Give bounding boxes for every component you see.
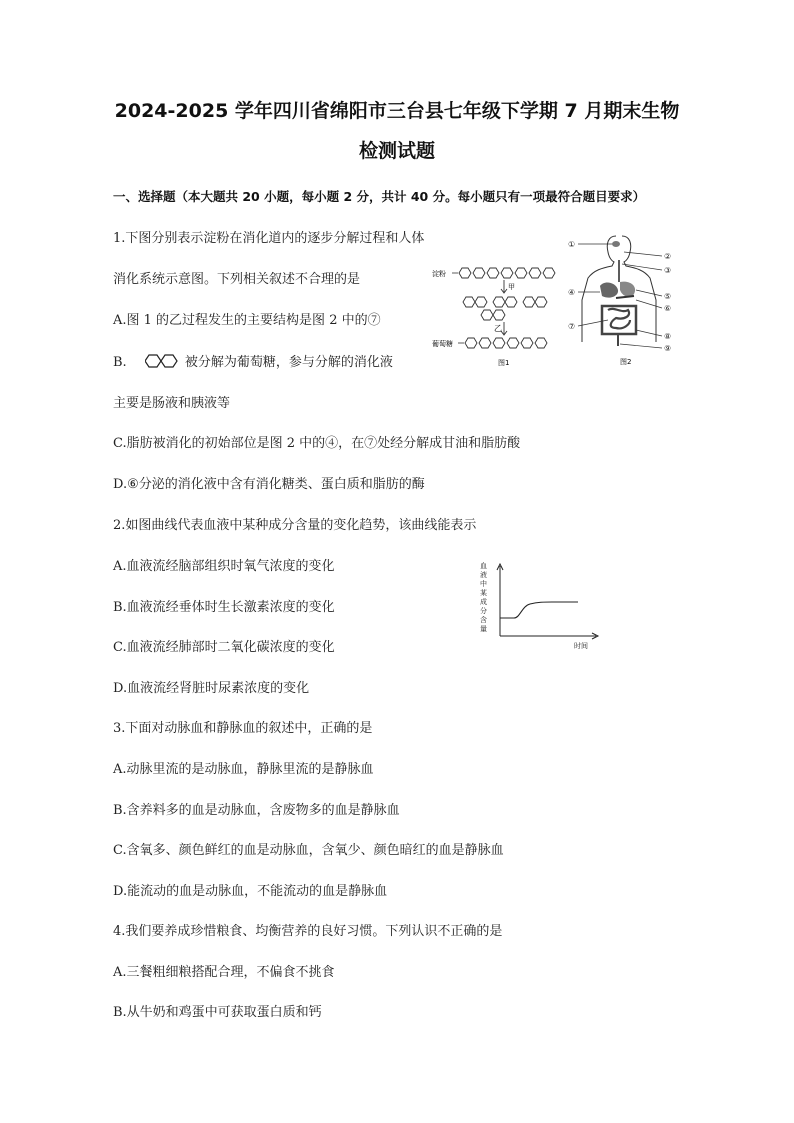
svg-text:含: 含 <box>480 616 487 624</box>
disaccharide-icon <box>145 354 183 368</box>
section-heading: 一、选择题（本大题共 20 小题，每小题 2 分，共计 40 分。每小题只有一项最符合题目要求） <box>113 189 646 204</box>
fig2-marker-2: ② <box>664 252 672 261</box>
q1-option-b-text: 被分解为葡萄糖，参与分解的消化液 <box>184 355 393 370</box>
fig2-caption: 图2 <box>620 358 632 366</box>
fig2-marker-8: ⑧ <box>664 332 672 341</box>
q3-option-a: A.动脉里流的是动脉血，静脉里流的是静脉血 <box>113 762 374 777</box>
small-intestine-organ <box>608 309 630 329</box>
q3-option-c: C.含氧多、颜色鲜红的血是动脉血，含氧少、颜色暗红的血是静脉血 <box>113 843 504 858</box>
stomach-organ <box>620 282 635 297</box>
q2-graph-xlabel: 时间 <box>574 642 588 650</box>
figure-2-digestive-system <box>564 230 684 370</box>
q2-option-a: A.血液流经脑部组织时氧气浓度的变化 <box>113 559 335 574</box>
fig1-caption: 图1 <box>498 359 510 367</box>
q1-stem-line2: 消化系统示意图。下列相关叙述不合理的是 <box>113 272 361 287</box>
q2-stem: 2.如图曲线代表血液中某种成分含量的变化趋势，该曲线能表示 <box>113 518 477 533</box>
q2-option-b: B.血液流经垂体时生长激素浓度的变化 <box>113 600 335 615</box>
q4-option-b: B.从牛奶和鸡蛋中可获取蛋白质和钙 <box>113 1005 322 1020</box>
fig2-marker-7: ⑦ <box>568 322 576 331</box>
q3-option-b: B.含养料多的血是动脉血，含废物多的血是静脉血 <box>113 803 400 818</box>
page-title: 2024-2025 学年四川省绵阳市三台县七年级下学期 7 月期末生物 <box>114 100 680 122</box>
fig2-marker-3: ③ <box>664 266 672 275</box>
q3-option-d: D.能流动的血是动脉血，不能流动的血是静脉血 <box>113 884 388 899</box>
fig2-marker-6: ⑥ <box>664 304 672 313</box>
svg-text:液: 液 <box>480 571 487 579</box>
fig2-marker-5: ⑤ <box>664 292 672 301</box>
q4-stem: 4.我们要养成珍惜粮食、均衡营养的良好习惯。下列认识不正确的是 <box>113 924 503 939</box>
fig1-glucose-label: 葡萄糖 <box>432 340 453 348</box>
svg-text:某: 某 <box>480 589 487 597</box>
q2-concentration-graph <box>478 558 604 654</box>
q2-graph-axes <box>497 564 598 639</box>
q1-option-a: A.图 1 的乙过程发生的主要结构是图 2 中的⑦ <box>113 313 381 328</box>
fig1-starch-label: 淀粉 <box>432 270 446 278</box>
q1-option-b-line2: 主要是肠液和胰液等 <box>113 396 231 411</box>
q1-option-d: D.⑥分泌的消化液中含有消化糖类、蛋白质和脂肪的酶 <box>113 477 425 492</box>
q4-option-a: A.三餐粗细粮搭配合理，不偏食不挑食 <box>113 965 335 980</box>
q1-option-b <box>113 351 393 370</box>
svg-text:血: 血 <box>480 562 487 570</box>
fig1-yi-label: 乙 <box>494 324 502 333</box>
fig2-marker-9: ⑨ <box>664 344 672 353</box>
svg-text:分: 分 <box>480 607 487 615</box>
q2-option-c: C.血液流经肺部时二氧化碳浓度的变化 <box>113 640 335 655</box>
q3-stem: 3.下面对动脉血和静脉血的叙述中，正确的是 <box>113 721 373 736</box>
maltose-row <box>463 297 547 320</box>
fig2-marker-1: ① <box>568 240 576 249</box>
mouth-organ <box>612 241 620 247</box>
page-title-line2: 检测试题 <box>358 140 435 162</box>
q1-option-b-prefix: B. <box>113 355 127 370</box>
svg-text:量: 量 <box>480 625 487 633</box>
q2-option-d: D.血液流经肾脏时尿素浓度的变化 <box>113 681 310 696</box>
fig1-jia-label: 甲 <box>508 283 515 291</box>
fig2-marker-4: ④ <box>568 288 576 297</box>
q1-stem-line1: 1.下图分别表示淀粉在消化道内的逐步分解过程和人体 <box>113 231 425 246</box>
figure-1-starch-breakdown <box>432 262 560 370</box>
q2-graph-ylabel <box>480 561 487 633</box>
starch-chain <box>459 268 555 278</box>
liver-organ <box>600 283 618 298</box>
svg-text:成: 成 <box>480 598 487 606</box>
q2-graph-curve <box>500 602 578 618</box>
q1-option-c: C.脂肪被消化的初始部位是图 2 中的④，在⑦处经分解成甘油和脂肪酸 <box>113 436 521 451</box>
glucose-row <box>465 338 547 348</box>
svg-text:中: 中 <box>480 580 487 588</box>
